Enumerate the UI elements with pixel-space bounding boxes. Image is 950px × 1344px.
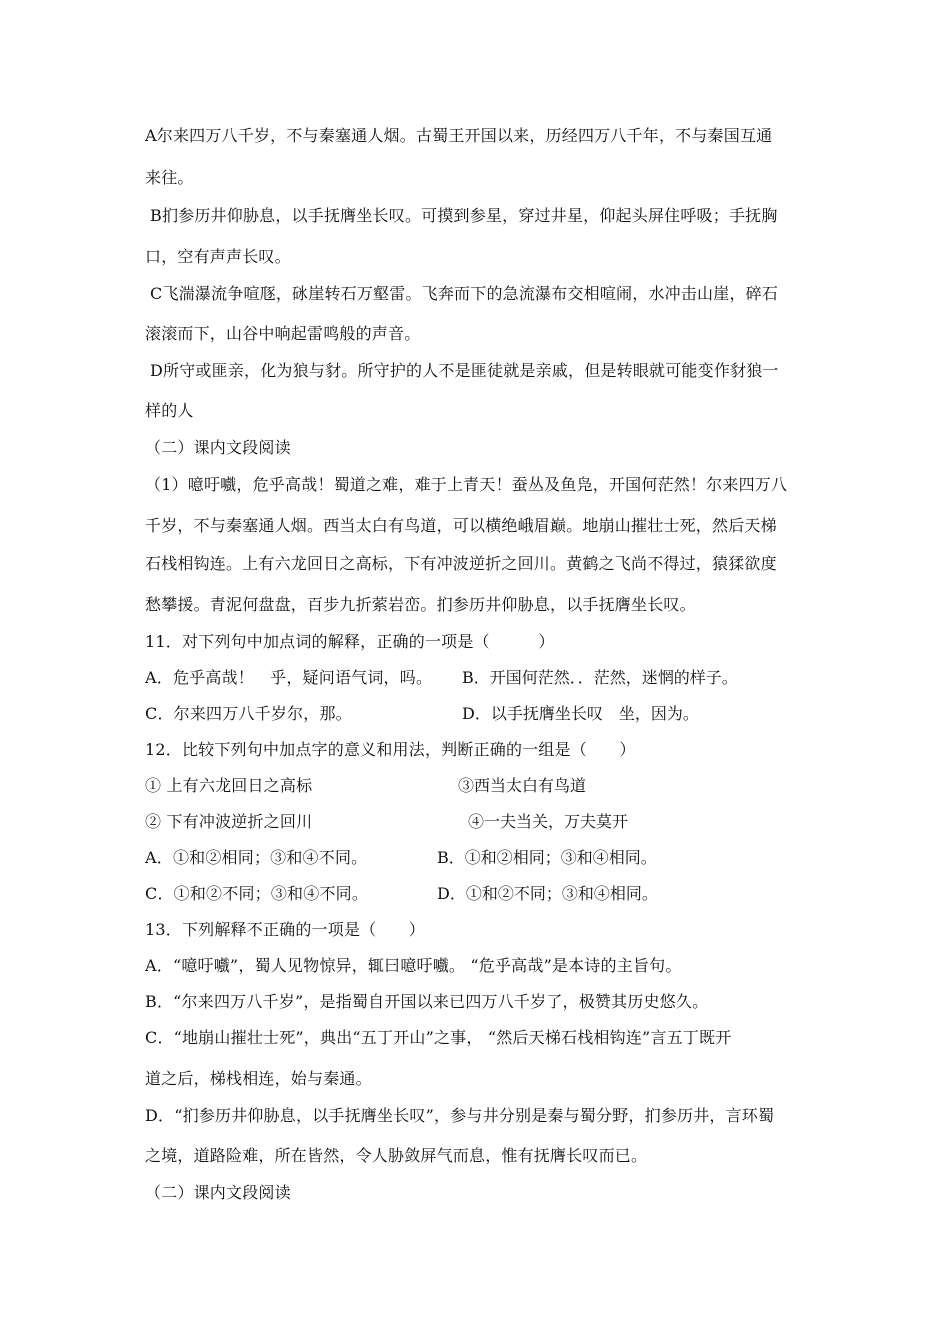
q13-option-a: A．“噫吁嚱”，蜀人见物惊异，辄曰噫吁嚱。 “危乎高哉”是本诗的主旨句。 (145, 956, 682, 975)
q11-option-b: B．开国何茫然．．茫然，迷惘的样子。 (462, 668, 738, 687)
section-heading-2: （二）课内文段阅读 (145, 1183, 291, 1202)
option-d-line-2: 样的人 (145, 401, 194, 420)
option-c-line-2: 滚滚而下，山谷中响起雷鸣般的声音。 (145, 324, 421, 343)
q12-option-a: A．①和②相同；③和④不同。 (145, 848, 368, 867)
q11-option-a: A．危乎高哉！ 乎，疑问语气词，吗。 (145, 668, 433, 687)
section-heading: （二）课内文段阅读 (145, 438, 291, 457)
q12-item-4: ④一夫当关，万夫莫开 (468, 812, 629, 831)
passage-line-3: 石栈相钩连。上有六龙回日之高标，下有冲波逆折之回川。黄鹤之飞尚不得过，猿猱欲度 (145, 554, 777, 573)
q12-item-3: ③西当太白有鸟道 (458, 776, 587, 795)
question-11-stem: 11．对下列句中加点词的解释，正确的一项是（ ） (145, 632, 555, 651)
option-c-line-1: C飞湍瀑流争喧豗，砯崖转石万壑雷。飞奔而下的急流瀑布交相喧闹，水冲击山崖，碎石 (150, 284, 779, 303)
option-d-line-1: D所守或匪亲，化为狼与豺。所守护的人不是匪徒就是亲戚，但是转眼就可能变作豺狼一 (150, 361, 779, 380)
q13-option-d-line-2: 之境，道路险难，所在皆然，令人胁敛屏气而息，惟有抚膺长叹而已。 (145, 1146, 648, 1165)
q12-item-2: ② 下有冲波逆折之回川 (145, 812, 313, 831)
q12-option-c: C．①和②不同；③和④不同。 (145, 884, 369, 903)
q13-option-b: B．“尔来四万八千岁”，是指蜀自开国以来已四万八千岁了，极赞其历史悠久。 (145, 992, 709, 1011)
q11-option-c: C．尔来四万八千岁尔，那。 (145, 704, 352, 723)
passage-line-2: 千岁，不与秦塞通人烟。西当太白有鸟道，可以横绝峨眉巅。地崩山摧壮士死，然后天梯 (145, 516, 777, 535)
option-a-line-2: 来往。 (145, 168, 194, 187)
passage-line-1: （1）噫吁嚱，危乎高哉！蜀道之难，难于上青天！蚕丛及鱼凫，开国何茫然！尔来四万八 (145, 475, 788, 494)
question-12-stem: 12．比较下列句中加点字的意义和用法，判断正确的一组是（ ） (145, 740, 636, 759)
q13-option-c-line-2: 道之后，梯栈相连，始与秦通。 (145, 1069, 372, 1088)
q13-option-c-line-1: C．“地崩山摧壮士死”，典出“五丁开山”之事， “然后天梯石栈相钩连”言五丁既开 (145, 1028, 732, 1047)
q12-item-1: ① 上有六龙回日之高标 (145, 776, 313, 795)
passage-line-4: 愁攀援。青泥何盘盘，百步九折萦岩峦。扪参历井仰胁息，以手抚膺坐长叹。 (145, 595, 696, 614)
option-b-line-2: 口，空有声声长叹。 (145, 247, 291, 266)
q13-option-d-line-1: D．“扪参历井仰胁息，以手抚膺坐长叹”，参与井分别是秦与蜀分野，扪参历井，言环蜀 (145, 1106, 775, 1125)
option-a-line-1: A尔来四万八千岁，不与秦塞通人烟。古蜀王开国以来，历经四万八千年，不与秦国互通 (145, 126, 773, 145)
option-b-line-1: B扪参历井仰胁息，以手抚膺坐长叹。可摸到参星，穿过井星，仰起头屏住呼吸；手抚胸 (150, 206, 778, 225)
q12-option-d: D．①和②不同；③和④相同。 (437, 884, 658, 903)
q11-option-d: D．以手抚膺坐长叹 坐，因为。 (462, 704, 699, 723)
q12-option-b: B．①和②相同；③和④相同。 (437, 848, 657, 867)
question-13-stem: 13．下列解释不正确的一项是（ ） (145, 920, 425, 939)
